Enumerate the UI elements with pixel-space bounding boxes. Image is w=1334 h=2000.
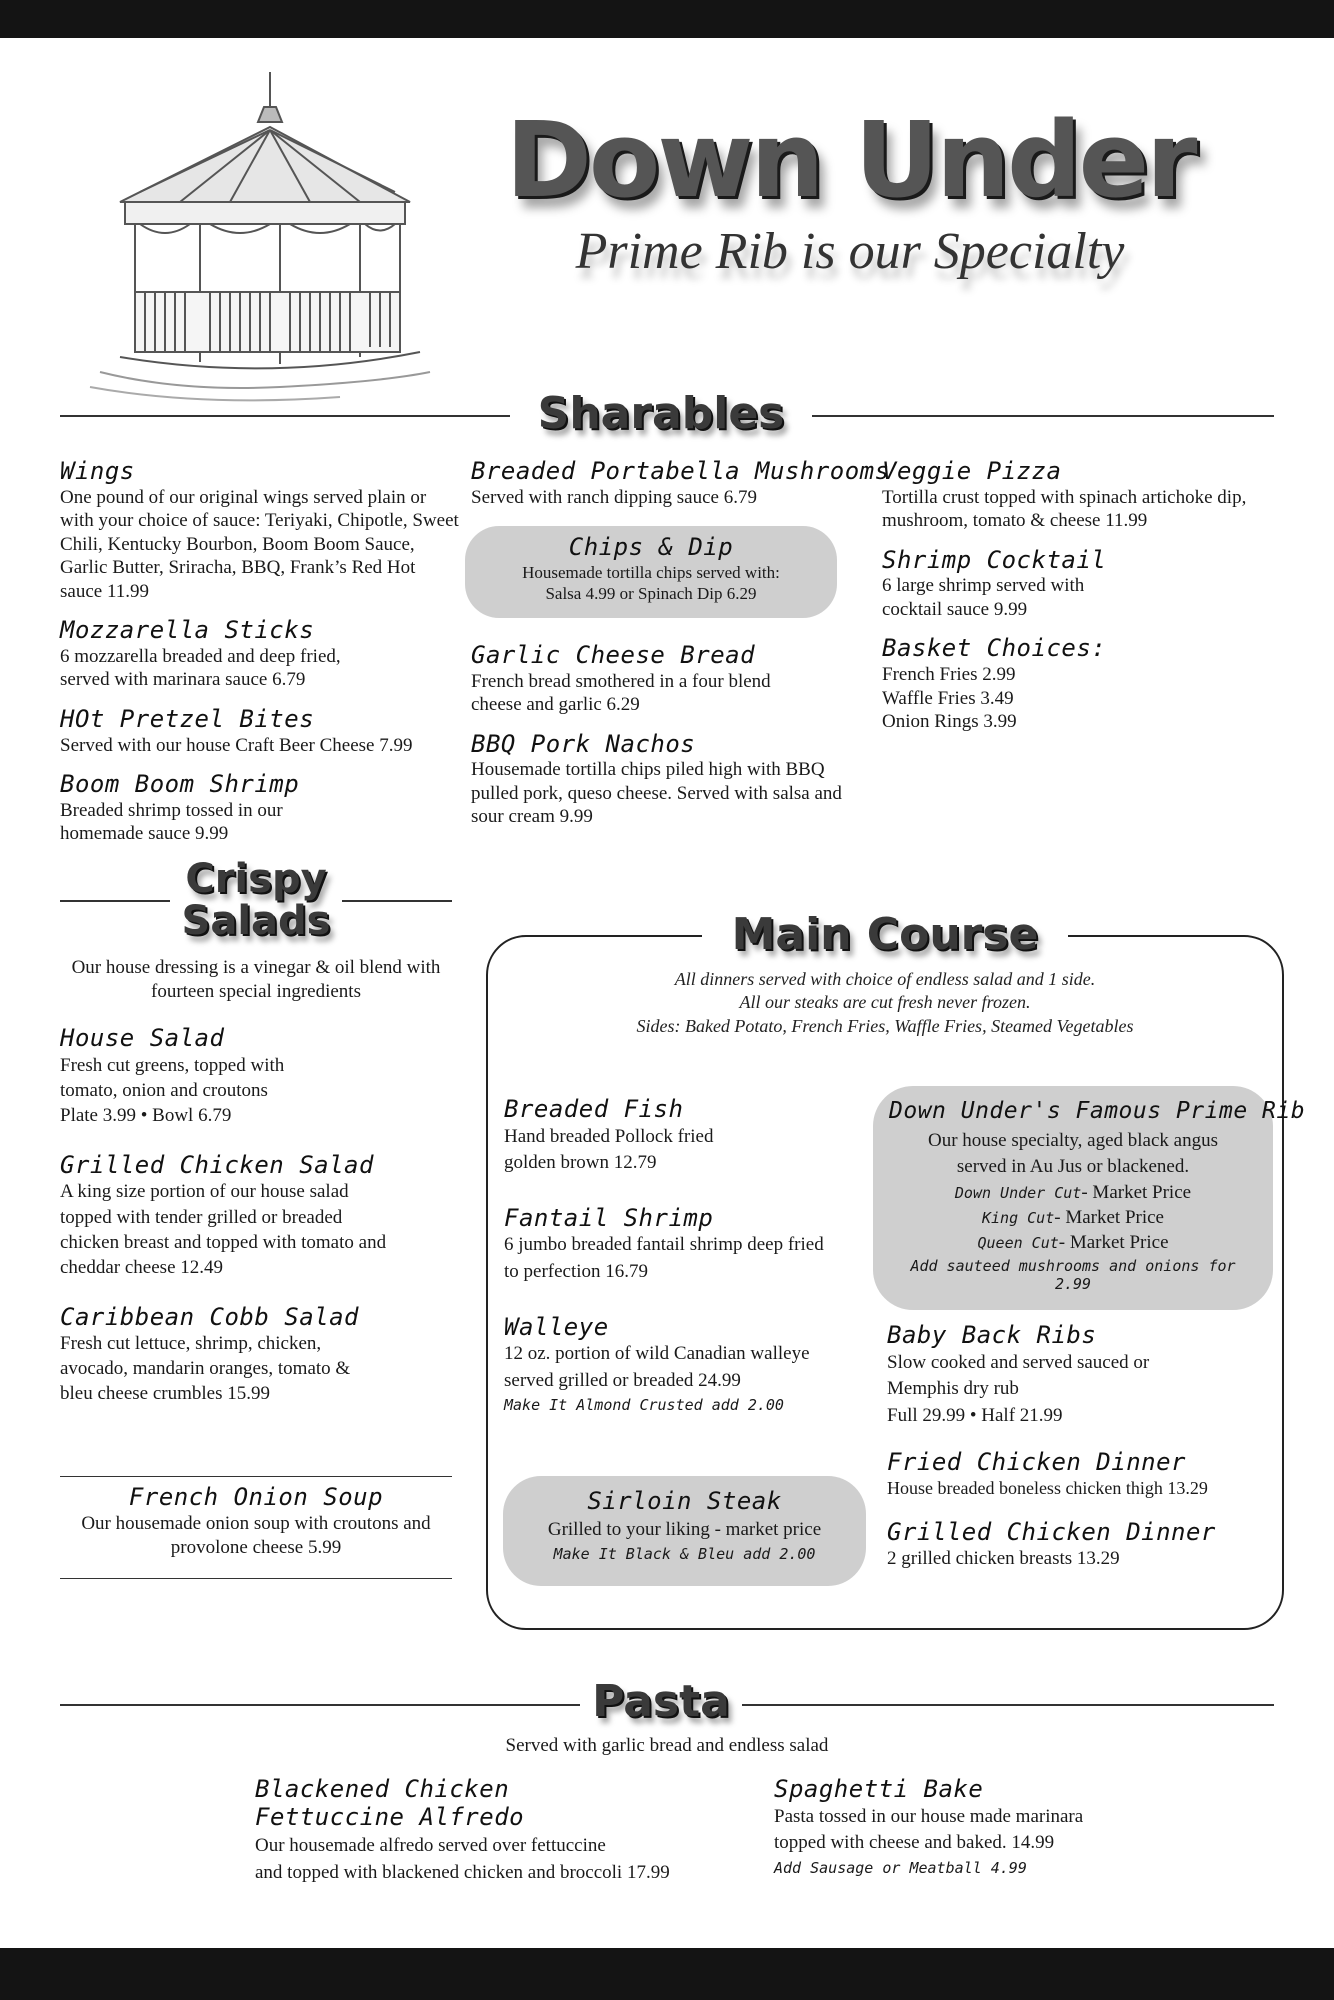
- menu-item: [60, 706, 460, 757]
- item-prices: Full 29.99 • Half 21.99: [887, 1404, 1063, 1426]
- sharables-column-2: [471, 457, 890, 523]
- sharables-column-2-lower: [471, 642, 871, 843]
- main-intro-line: All dinners served with choice of endless salad and 1 side.: [674, 969, 1096, 989]
- main-course-intro: [486, 968, 1284, 1038]
- item-name: Boom Boom Shrimp: [60, 770, 300, 799]
- item-name: Shrimp Cocktail: [882, 545, 1107, 574]
- item-name: Walleye: [504, 1312, 609, 1341]
- item-name: Down Under's Famous Prime Rib: [889, 1098, 1306, 1124]
- item-description: 6 jumbo breaded fantail shrimp deep fried to perfection 16.79: [504, 1234, 824, 1282]
- salads-heading-line-2: Salads: [181, 898, 331, 944]
- bottom-bar: [0, 1948, 1334, 2000]
- item-description: House breaded boneless chicken thigh 13.29: [887, 1477, 1208, 1498]
- menu-item: [60, 1304, 460, 1407]
- prime-rib-cut: [889, 1230, 1257, 1255]
- item-name: Spaghetti Bake: [774, 1775, 984, 1803]
- sharables-column-3: [882, 458, 1282, 748]
- item-addon: Make It Black & Bleu add 2.00: [553, 1545, 816, 1564]
- prime-rib-addon: Add sauteed mushrooms and onions for 2.99: [910, 1256, 1236, 1293]
- pasta-rule-left: [60, 1704, 580, 1706]
- sirloin-highlight: [503, 1476, 866, 1586]
- item-description: Fresh cut greens, topped with tomato, onion and croutons: [60, 1054, 285, 1101]
- item-description: Housemade tortilla chips served with:: [522, 562, 780, 582]
- menu-item: [471, 731, 871, 829]
- item-description: Breaded shrimp tossed in our homemade sauce 9.99: [60, 799, 283, 845]
- item-description-line-1: Our housemade alfredo served over fettuccine: [255, 1835, 606, 1857]
- restaurant-name: Down Under: [505, 99, 1195, 221]
- sharables-column-1: [60, 458, 460, 860]
- item-name: Sirloin Steak: [587, 1487, 782, 1515]
- item-name-line-1: Blackened Chicken: [255, 1775, 510, 1803]
- item-description: 2 grilled chicken breasts 13.29: [887, 1547, 1120, 1569]
- soup-rule-bottom: [60, 1578, 452, 1579]
- item-description: French bread smothered in a four blend cheese and garlic 6.29: [471, 670, 771, 716]
- item-name: Garlic Cheese Bread: [471, 641, 756, 669]
- menu-item: [504, 1096, 864, 1177]
- item-description: Slow cooked and served sauced or Memphis dry rub: [887, 1351, 1150, 1400]
- item-prices: Salsa 4.99 or Spinach Dip 6.29: [545, 583, 757, 603]
- prime-rib-cut: [889, 1180, 1257, 1205]
- soup-rule-top: [60, 1476, 452, 1477]
- sharables-heading: Sharables: [537, 388, 785, 439]
- chips-and-dip-highlight: [465, 526, 837, 618]
- salads-rule-left: [60, 900, 170, 902]
- item-description-line-2: and topped with blackened chicken and broccoli 17.99: [255, 1861, 670, 1883]
- main-course-right-column: [887, 1322, 1277, 1584]
- top-bar: [0, 0, 1334, 38]
- item-name: Grilled Chicken Salad: [60, 1150, 374, 1179]
- item-name: Fried Chicken Dinner: [887, 1448, 1186, 1477]
- prime-rib-cut: [889, 1205, 1257, 1230]
- pasta-heading: Pasta: [592, 1676, 730, 1727]
- menu-item: [60, 1152, 460, 1280]
- item-description: Our housemade onion soup with croutons and provolone cheese 5.99: [81, 1512, 431, 1559]
- sharables-rule-left: [60, 415, 510, 417]
- brand-header: [470, 99, 1230, 281]
- cut-name: Queen Cut: [977, 1233, 1059, 1252]
- item-name: HOt Pretzel Bites: [60, 705, 315, 734]
- item-name: Breaded Portabella Mushrooms: [471, 457, 890, 485]
- item-name: French Onion Soup: [128, 1483, 384, 1511]
- menu-item: [60, 1025, 460, 1128]
- menu-item: [882, 547, 1282, 622]
- item-name: Grilled Chicken Dinner: [887, 1518, 1216, 1547]
- pasta-item-spaghetti: [774, 1776, 1094, 1877]
- item-description: One pound of our original wings served plain or with your choice of sauce: Teriyaki, Chipotle, Sweet Chili, Kentucky Bourbon, Boom Boom Sauce, Garlic Butter, Sriracha, BBQ, Frank’s Red Hot sauce 11.99: [60, 486, 459, 602]
- basket-option: Waffle Fries 3.49: [882, 687, 1014, 709]
- restaurant-tagline: Prime Rib is our Specialty: [575, 223, 1125, 280]
- cut-price: - Market Price: [1058, 1231, 1169, 1253]
- cut-price: - Market Price: [1054, 1206, 1164, 1228]
- menu-item: [887, 1519, 1277, 1570]
- menu-item: [60, 617, 460, 692]
- item-name: House Salad: [60, 1024, 225, 1052]
- menu-item: [882, 635, 1282, 733]
- item-addon: Make It Almond Crusted add 2.00: [504, 1396, 784, 1415]
- item-name: Veggie Pizza: [882, 457, 1062, 485]
- item-description: Our house specialty, aged black angus served in Au Jus or blackened.: [927, 1130, 1218, 1178]
- gazebo-illustration: [80, 52, 440, 412]
- item-description: Served with ranch dipping sauce 6.79: [471, 486, 757, 508]
- item-addon: Add Sausage or Meatball 4.99: [774, 1858, 1027, 1877]
- menu-item: [60, 458, 460, 603]
- item-description: Tortilla crust topped with spinach artichoke dip, mushroom, tomato & cheese 11.99: [882, 486, 1247, 532]
- item-description: Hand breaded Pollock fried golden brown 12.79: [504, 1125, 714, 1174]
- menu-item: [887, 1449, 1277, 1499]
- soup-block: [60, 1484, 452, 1561]
- item-name: Chips & Dip: [568, 533, 734, 561]
- pasta-item-alfredo: [255, 1776, 725, 1886]
- item-name: Breaded Fish: [504, 1095, 684, 1123]
- menu-item: [471, 642, 871, 717]
- salads-rule-right: [342, 900, 452, 902]
- item-name: Basket Choices:: [882, 634, 1107, 663]
- menu-item: [471, 457, 890, 509]
- item-name-line-2: Fettuccine Alfredo: [255, 1802, 525, 1831]
- item-description: Grilled to your liking - market price: [547, 1518, 822, 1540]
- main-intro-line: Sides: Baked Potato, French Fries, Waffle Fries, Steamed Vegetables: [636, 1015, 1134, 1036]
- item-name: Mozzarella Sticks: [60, 616, 315, 645]
- sharables-rule-right: [812, 415, 1274, 417]
- salads-heading: [170, 858, 342, 942]
- pasta-rule-right: [742, 1704, 1274, 1706]
- salads-column: [60, 1025, 460, 1421]
- menu-item: [60, 771, 460, 846]
- item-description: Served with our house Craft Beer Cheese 7.99: [60, 734, 413, 756]
- basket-option: French Fries 2.99: [882, 663, 1016, 685]
- main-course-heading: Main Course: [702, 913, 1068, 957]
- main-course-left-column: [504, 1096, 864, 1428]
- item-description: 6 mozzarella breaded and deep fried, served with marinara sauce 6.79: [60, 645, 341, 691]
- menu-item: [882, 458, 1282, 533]
- basket-option: Onion Rings 3.99: [882, 711, 1017, 733]
- item-description: 12 oz. portion of wild Canadian walleye served grilled or breaded 24.99: [504, 1343, 810, 1391]
- item-description: A king size portion of our house salad topped with tender grilled or breaded chicken breast and topped with tomato and cheddar cheese 12.49: [60, 1181, 387, 1278]
- salads-intro: Our house dressing is a vinegar & oil blend with fourteen special ingredients: [71, 957, 441, 1002]
- item-name: BBQ Pork Nachos: [471, 729, 696, 758]
- item-name: Wings: [60, 457, 135, 485]
- cut-price: - Market Price: [1081, 1181, 1192, 1203]
- item-description: 6 large shrimp served with cocktail sauce 9.99: [882, 575, 1085, 620]
- cut-name: King Cut: [982, 1208, 1055, 1227]
- menu-item: [504, 1205, 864, 1286]
- item-description: Fresh cut lettuce, shrimp, chicken, avocado, mandarin oranges, tomato & bleu cheese crumbles 15.99: [60, 1333, 351, 1405]
- item-description: Housemade tortilla chips piled high with BBQ pulled pork, queso cheese. Served with salsa and sour cream 9.99: [471, 759, 842, 828]
- item-name: Baby Back Ribs: [887, 1321, 1097, 1349]
- prime-rib-highlight: [873, 1086, 1306, 1310]
- cut-name: Down Under Cut: [954, 1183, 1082, 1202]
- main-intro-line: All our steaks are cut fresh never frozen.: [739, 992, 1031, 1013]
- salads-heading-line-1: Crispy: [185, 856, 327, 902]
- item-name: Caribbean Cobb Salad: [60, 1302, 359, 1331]
- item-prices: Plate 3.99 • Bowl 6.79: [60, 1104, 232, 1126]
- menu-item: [504, 1314, 864, 1415]
- item-name: Fantail Shrimp: [504, 1203, 714, 1232]
- menu-item: [887, 1322, 1277, 1429]
- pasta-intro: Served with garlic bread and endless salad: [505, 1735, 829, 1756]
- item-description: Pasta tossed in our house made marinara topped with cheese and baked. 14.99: [774, 1805, 1084, 1854]
